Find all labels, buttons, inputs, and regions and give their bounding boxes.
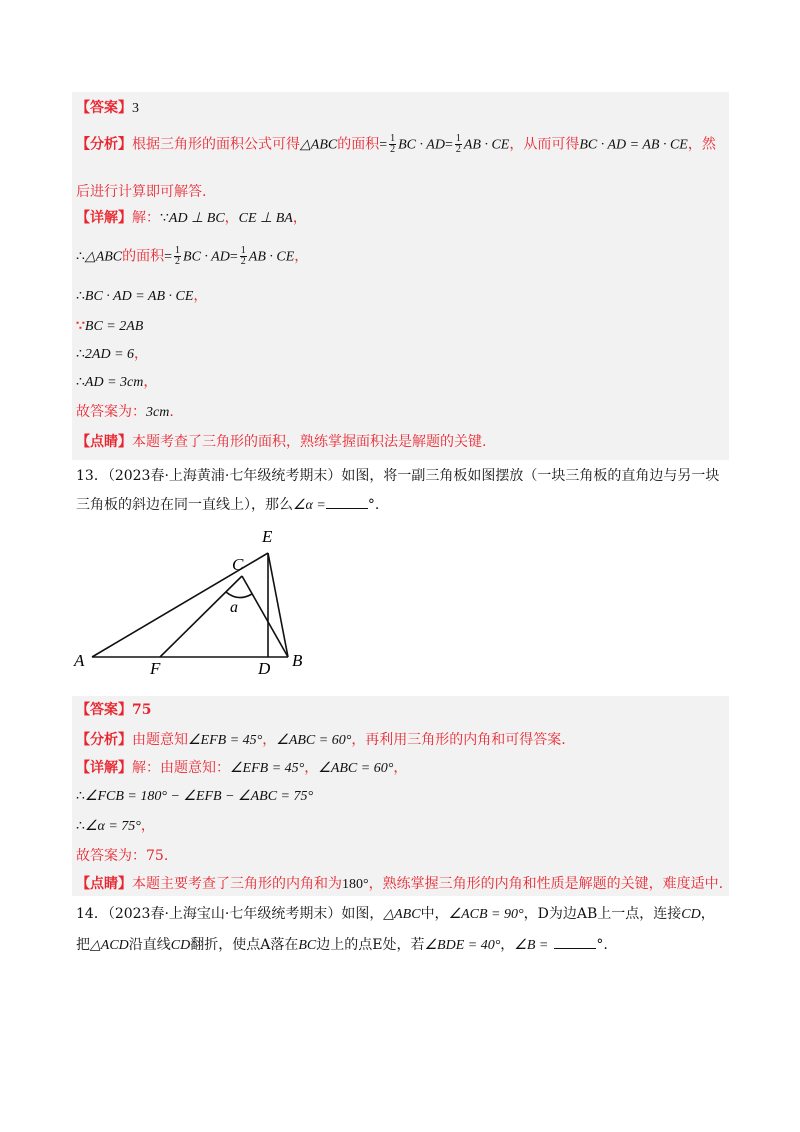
detail-line-q12: 【详解】解：∵AD ⊥ BC，CE ⊥ BA， bbox=[76, 210, 307, 226]
final-answer-q12: 故答案为：3cm. bbox=[76, 404, 174, 420]
answer-blank[interactable] bbox=[554, 934, 596, 949]
final-answer-q13: 故答案为：75. bbox=[76, 848, 169, 864]
fraction: $\frac{1}{2}$ bbox=[240, 245, 246, 267]
angle-arc bbox=[226, 592, 252, 598]
question-14-stem-cont: 把△ACD沿直线CD翻折，使点A落在BC边上的点E处，若∠BDE = 40°，∠B = °. bbox=[76, 934, 608, 956]
analysis-line-q12-cont: 后进行计算即可解答. bbox=[76, 184, 207, 200]
answer-line-q13: 【答案】75 bbox=[76, 702, 152, 718]
step-2ad: ∴2AD = 6， bbox=[76, 346, 149, 362]
answer-line-q12 bbox=[76, 98, 139, 119]
question-14-stem: 14．（2023春·上海宝山·七年级统考期末）如图，△ABC中，∠ACB = 90°，D为边AB上一点，连接CD， bbox=[76, 906, 715, 922]
comment-line-q12: 【点睛】本题考查了三角形的面积，熟练掌握面积法是解题的关键. bbox=[76, 434, 487, 450]
question-13-stem-cont: 三角板的斜边在同一直线上），那么∠α = °. bbox=[76, 494, 379, 516]
step-fcb: ∴∠FCB = 180° − ∠EFB − ∠ABC = 75° bbox=[76, 789, 314, 804]
fraction: $\frac{1}{2}$ bbox=[390, 133, 396, 155]
label-a: A bbox=[74, 651, 85, 670]
label-f: F bbox=[150, 659, 161, 678]
label-b: B bbox=[292, 651, 303, 670]
triangle-figure bbox=[0, 520, 800, 690]
answer-label: 【答案】 bbox=[76, 100, 132, 116]
analysis-line-q12: 【分析】根据三角形的面积公式可得△ABC的面积= $\frac{1}{2}$ BC · AD= $\frac{1}{2}$ AB · CE，从而可得BC · AD = AB · CE，然 bbox=[76, 133, 716, 155]
fraction: $\frac{1}{2}$ bbox=[175, 245, 181, 267]
label-c: C bbox=[232, 555, 244, 574]
answer-blank[interactable] bbox=[326, 494, 368, 509]
fraction: $\frac{1}{2}$ bbox=[455, 133, 461, 155]
analysis-label: 【分析】 bbox=[76, 136, 132, 153]
step-product: ∴BC · AD = AB · CE， bbox=[76, 288, 208, 304]
line-cb bbox=[242, 576, 288, 657]
step-alpha: ∴∠α = 75°， bbox=[76, 818, 155, 834]
line-eb bbox=[268, 553, 288, 657]
comment-line-q13: 【点睛】本题主要考查了三角形的内角和为180°，熟练掌握三角形的内角和性质是解题的关键，难度适中. bbox=[76, 876, 724, 892]
label-alpha: a bbox=[230, 599, 238, 616]
step-ad: ∴AD = 3cm， bbox=[76, 374, 158, 390]
step-given: ∵BC = 2AB bbox=[76, 318, 144, 334]
line-fc bbox=[160, 576, 242, 657]
answer-value: 3 bbox=[132, 101, 139, 116]
detail-line-q13: 【详解】解：由题意知：∠EFB = 45°，∠ABC = 60°， bbox=[76, 760, 408, 776]
question-13-stem: 13．（2023春·上海黄浦·七年级统考期末）如图，将一副三角板如图摆放（一块三角板的直角边与另一块 bbox=[76, 468, 720, 484]
comment-label: 【点睛】 bbox=[76, 434, 132, 450]
detail-label: 【详解】 bbox=[76, 210, 132, 226]
analysis-line-q13: 【分析】由题意知∠EFB = 45°，∠ABC = 60°，再利用三角形的内角和可得答案. bbox=[76, 732, 566, 748]
step-area: ∴△ABC的面积= $\frac{1}{2}$ BC · AD= $\frac{1}{2}$ AB · CE， bbox=[76, 245, 309, 267]
label-d: D bbox=[258, 659, 271, 678]
label-e: E bbox=[262, 527, 273, 546]
